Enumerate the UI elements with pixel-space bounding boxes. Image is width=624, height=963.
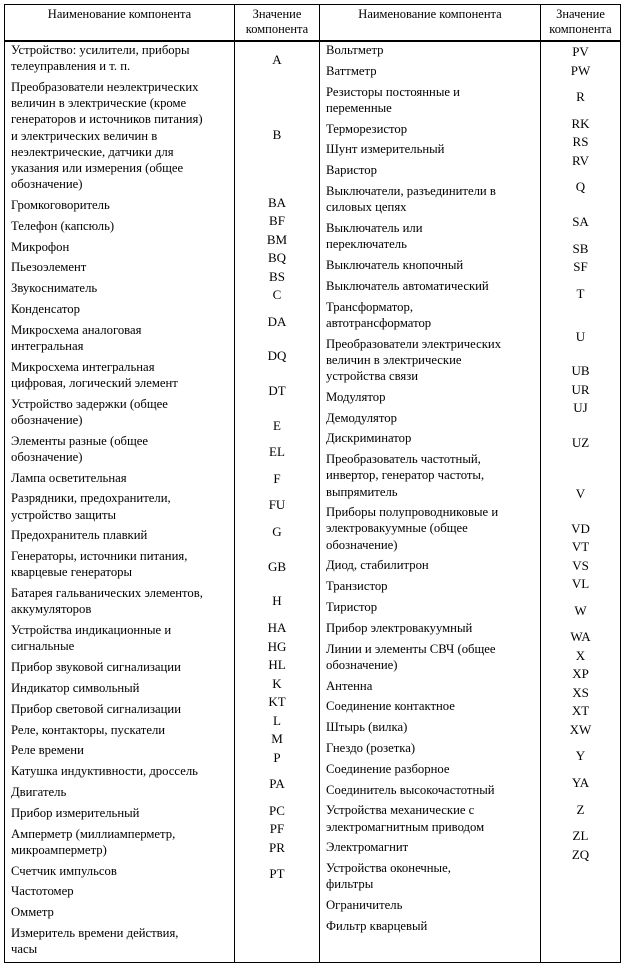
component-code: R (576, 89, 585, 105)
component-code: PV (572, 44, 589, 60)
component-name: Соединитель высокочастотный (326, 782, 495, 797)
component-name: Выключатель кнопочный (326, 257, 464, 272)
component-name: Лампа осветительная (11, 470, 127, 485)
component-code: H (272, 593, 282, 609)
component-name: Батарея гальванических элементов, аккумуляторов (11, 586, 203, 617)
component-name: Выключатель или переключатель (326, 220, 423, 252)
component-code: U (575, 328, 586, 344)
component-code: PR (269, 839, 285, 855)
component-name: Микросхема аналоговая интегральная (11, 322, 142, 353)
component-name: Катушка индуктивности, дроссель (11, 764, 198, 779)
header-name-right: Наименование компонента (320, 5, 541, 42)
component-code: PA (269, 776, 285, 792)
component-code: KT (268, 694, 286, 710)
component-name: Микросхема интегральная цифровая, логический элемент (11, 359, 178, 390)
component-name: Предохранитель плавкий (11, 528, 148, 543)
component-code: G (272, 524, 282, 540)
component-code: X (575, 647, 586, 663)
component-code: E (273, 417, 281, 433)
component-code: F (273, 470, 281, 486)
component-code: T (576, 285, 585, 301)
component-name: Выключатель автоматический (326, 278, 489, 293)
component-code: A (272, 52, 282, 68)
component-name: Приборы полупроводниковые и электровакуумные (общее обозначение) (326, 505, 499, 552)
component-code: UB (571, 363, 590, 379)
component-name: Соединение разборное (326, 761, 450, 776)
component-name: Микрофон (11, 239, 70, 254)
component-name: Устройство задержки (общее обозначение) (11, 396, 168, 427)
component-code: DT (268, 382, 286, 398)
component-code: VD (571, 520, 590, 536)
component-code: BS (269, 268, 285, 284)
component-name: Устройство: усилители, приборы телеуправления и т. п. (11, 43, 190, 74)
component-name: Амперметр (миллиамперметр, микроамперметр) (11, 826, 176, 857)
component-code: PF (269, 821, 285, 837)
component-name: Пьезоэлемент (11, 260, 87, 275)
component-code: V (575, 485, 586, 501)
component-code: XP (572, 666, 589, 682)
component-name: Антенна (326, 678, 373, 693)
component-code: ZL (572, 828, 589, 844)
component-name: Звукосниматель (11, 281, 98, 296)
component-name: Громкоговоритель (11, 197, 110, 212)
component-code: XW (569, 721, 592, 737)
component-code: FU (268, 497, 286, 513)
component-name: Преобразователи неэлектрических величин в электрические (кроме генераторов и источников питания) и электрических величин в неэлектрические, датчики для указания или измерения (общее обозначение) (11, 79, 203, 192)
component-name: Частотомер (11, 884, 74, 899)
left-names-column (5, 41, 235, 962)
component-name: Разрядники, предохранители, устройство защиты (11, 491, 171, 522)
component-name: Двигатель (11, 785, 67, 799)
component-name: Транзистор (326, 579, 388, 594)
component-code: Y (575, 748, 586, 764)
component-name: Резисторы постоянные и переменные (326, 84, 460, 115)
component-code: BM (266, 231, 288, 247)
component-name: Генераторы, источники питания, кварцевые генераторы (11, 549, 188, 580)
component-code: WA (570, 629, 591, 645)
left-codes-column (235, 41, 320, 962)
component-name: Ограничитель (326, 898, 403, 913)
component-name: Прибор измерительный (11, 805, 140, 820)
component-code: B (272, 127, 282, 143)
component-code: VL (571, 576, 590, 592)
component-code: DQ (267, 348, 287, 364)
component-code: SB (572, 240, 589, 256)
component-name: Штырь (вилка) (326, 720, 408, 735)
component-name: Устройства механические с электромагнитным приводом (326, 803, 485, 834)
component-code: DA (267, 313, 287, 329)
right-codes-column (541, 41, 621, 962)
component-code: YA (571, 774, 590, 790)
component-code: BF (269, 213, 285, 229)
component-name: Омметр (11, 905, 54, 920)
component-codes-table (4, 4, 621, 963)
component-code: HL (268, 657, 286, 673)
component-code: Z (576, 801, 585, 817)
component-name: Модулятор (326, 389, 386, 404)
component-name: Преобразователь частотный, инвертор, генератор частоты, выпрямитель (326, 452, 485, 499)
component-name: Ваттметр (326, 63, 377, 78)
component-name: Электромагнит (326, 840, 409, 855)
component-code: ZQ (571, 846, 590, 862)
component-code: K (272, 675, 282, 691)
component-code: UZ (571, 434, 590, 450)
component-name: Дискриминатор (326, 431, 412, 446)
component-name: Элементы разные (общее обозначение) (11, 433, 149, 464)
component-name: Прибор световой сигнализации (11, 701, 182, 716)
component-name: Прибор электровакуумный (326, 620, 473, 635)
component-name: Прибор звуковой сигнализации (11, 660, 181, 675)
component-name: Индикатор символьный (11, 681, 140, 696)
component-code: PW (570, 62, 591, 78)
component-name: Измеритель времени действия, часы (11, 925, 179, 957)
component-name: Соединение контактное (326, 699, 455, 714)
component-code: P (273, 749, 281, 765)
component-name: Терморезистор (326, 121, 408, 136)
component-code: PC (269, 802, 285, 818)
component-code: XS (572, 684, 589, 700)
component-code: UJ (573, 400, 588, 416)
component-name: Телефон (капсюль) (11, 218, 115, 233)
component-code: C (272, 287, 282, 303)
component-code: L (273, 712, 281, 728)
component-name: Диод, стабилитрон (326, 558, 429, 573)
component-code: GB (267, 558, 287, 574)
component-name: Демодулятор (326, 410, 397, 425)
table-body-row (5, 41, 621, 962)
table-header-row (5, 5, 621, 42)
component-name: Преобразователи электрических величин в электрические устройства связи (326, 336, 502, 383)
component-name: Конденсатор (11, 301, 80, 316)
header-name-left: Наименование компонента (5, 5, 235, 42)
component-code: HA (267, 620, 287, 636)
component-name: Счетчик импульсов (11, 863, 117, 878)
component-code: BA (267, 194, 287, 210)
component-code: RK (571, 115, 590, 131)
component-name: Устройства оконечные, фильтры (326, 861, 451, 892)
component-code: VT (571, 539, 590, 555)
component-name: Трансформатор, автотрансформатор (326, 299, 432, 330)
right-names-column (320, 41, 541, 962)
component-code: PT (269, 866, 285, 882)
component-code: W (574, 602, 587, 618)
component-code: BQ (267, 250, 287, 266)
component-code: HG (267, 638, 287, 654)
component-name: Реле времени (11, 743, 84, 758)
component-name: Варистор (326, 163, 377, 178)
component-code: RS (572, 134, 589, 150)
component-name: Реле, контакторы, пускатели (11, 722, 166, 737)
component-name: Тиристор (326, 600, 378, 615)
component-code: Q (575, 179, 586, 195)
component-name: Фильтр кварцевый (326, 918, 428, 933)
component-name: Устройства индикационные и сигнальные (11, 623, 172, 654)
component-name: Вольтметр (326, 43, 384, 57)
component-code: SA (572, 214, 589, 230)
component-code: RV (571, 152, 590, 168)
component-code: VS (572, 557, 589, 573)
component-code: SF (573, 259, 588, 275)
component-name: Шунт измерительный (326, 142, 445, 157)
component-name: Линии и элементы СВЧ (общее обозначение) (326, 641, 496, 672)
component-code: EL (269, 444, 285, 460)
header-code-right: Значение компонента (541, 5, 621, 42)
component-name: Гнездо (розетка) (326, 741, 416, 756)
component-name: Выключатели, разъединители в силовых цепях (326, 183, 496, 215)
component-code: UR (571, 381, 590, 397)
component-code: M (271, 731, 283, 747)
header-code-left: Значение компонента (235, 5, 320, 42)
component-code: XT (571, 703, 590, 719)
